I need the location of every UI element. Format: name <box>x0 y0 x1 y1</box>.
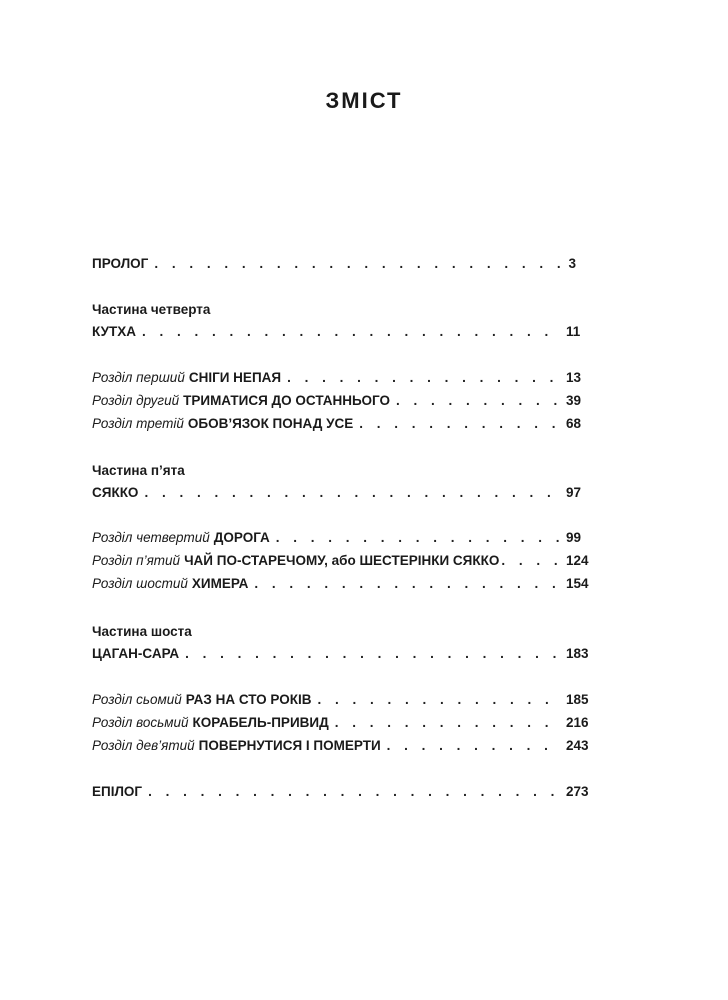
page-number: 154 <box>566 576 589 591</box>
leader-dots <box>317 692 560 707</box>
chapter-prefix: Розділ дев’ятий <box>92 738 195 753</box>
entry-label: ЧАЙ ПО-СТАРЕЧОМУ, або ШЕСТЕРІНКИ СЯККО <box>184 553 500 568</box>
page-number: 13 <box>566 370 582 385</box>
toc-entry-part-title[interactable] <box>92 324 581 346</box>
entry-label: ПРОЛОГ <box>92 256 149 271</box>
entry-label: ЕПІЛОГ <box>92 784 143 799</box>
page-number: 124 <box>566 553 589 568</box>
leader-dots <box>185 646 560 661</box>
page-title: ЗМІСТ <box>325 88 403 113</box>
toc-entry-chapter[interactable] <box>92 738 589 760</box>
toc-entry-chapter[interactable] <box>92 416 582 438</box>
page-number: 68 <box>566 416 582 431</box>
chapter-prefix: Розділ шостий <box>92 576 188 591</box>
leader-dots <box>335 715 560 730</box>
chapter-prefix: Розділ перший <box>92 370 185 385</box>
entry-label: ТРИМАТИСЯ ДО ОСТАННЬОГО <box>183 393 390 408</box>
chapter-prefix: Розділ сьомий <box>92 692 182 707</box>
page-number: 11 <box>566 324 581 339</box>
toc-entry-prologue[interactable] <box>92 256 576 278</box>
toc-entry-chapter[interactable] <box>92 576 589 598</box>
part-heading: Частина п’ята <box>92 463 185 478</box>
leader-dots <box>287 370 560 385</box>
toc-entry-chapter[interactable] <box>92 530 582 552</box>
leader-dots <box>142 324 560 339</box>
part-heading: Частина четверта <box>92 302 211 317</box>
page-number: 3 <box>568 256 576 271</box>
chapter-prefix: Розділ четвертий <box>92 530 210 545</box>
leader-dots <box>501 553 564 568</box>
chapter-prefix: Розділ восьмий <box>92 715 189 730</box>
leader-dots <box>144 485 560 500</box>
leader-dots <box>276 530 560 545</box>
entry-label: ХИМЕРА <box>191 576 249 591</box>
entry-label: ОБОВ’ЯЗОК ПОНАД УСЕ <box>187 416 354 431</box>
page-number: 39 <box>566 393 582 408</box>
entry-label: ПОВЕРНУТИСЯ І ПОМЕРТИ <box>198 738 381 753</box>
leader-dots <box>396 393 560 408</box>
entry-label: КОРАБЕЛЬ-ПРИВИД <box>192 715 329 730</box>
leader-dots <box>359 416 560 431</box>
page-number: 243 <box>566 738 589 753</box>
toc-entry-chapter[interactable] <box>92 393 582 415</box>
chapter-prefix: Розділ другий <box>92 393 180 408</box>
leader-dots <box>387 738 560 753</box>
leader-dots <box>154 256 560 271</box>
entry-label: КУТХА <box>92 324 136 339</box>
chapter-prefix: Розділ п’ятий <box>92 553 181 568</box>
toc-entry-chapter[interactable] <box>92 692 589 714</box>
page-number: 99 <box>566 530 582 545</box>
entry-label: РАЗ НА СТО РОКІВ <box>185 692 312 707</box>
page-number: 216 <box>566 715 589 730</box>
toc-entry-part-title[interactable] <box>92 485 582 507</box>
entry-label: ЦАГАН-САРА <box>92 646 180 661</box>
entry-label: СНІГИ НЕПАЯ <box>188 370 282 385</box>
page-number: 183 <box>566 646 589 661</box>
toc-entry-chapter[interactable] <box>92 715 589 737</box>
toc-entry-chapter[interactable] <box>92 370 582 392</box>
toc-entry-part-title[interactable] <box>92 646 589 668</box>
page-number: 273 <box>566 784 589 799</box>
part-heading: Частина шоста <box>92 624 192 639</box>
entry-label: ДОРОГА <box>213 530 270 545</box>
leader-dots <box>148 784 560 799</box>
toc-entry-epilogue[interactable] <box>92 784 589 806</box>
toc-entry-chapter[interactable] <box>92 553 589 575</box>
leader-dots <box>254 576 560 591</box>
page-number: 97 <box>566 485 582 500</box>
entry-label: СЯККО <box>92 485 139 500</box>
chapter-prefix: Розділ третій <box>92 416 184 431</box>
page-number: 185 <box>566 692 589 707</box>
